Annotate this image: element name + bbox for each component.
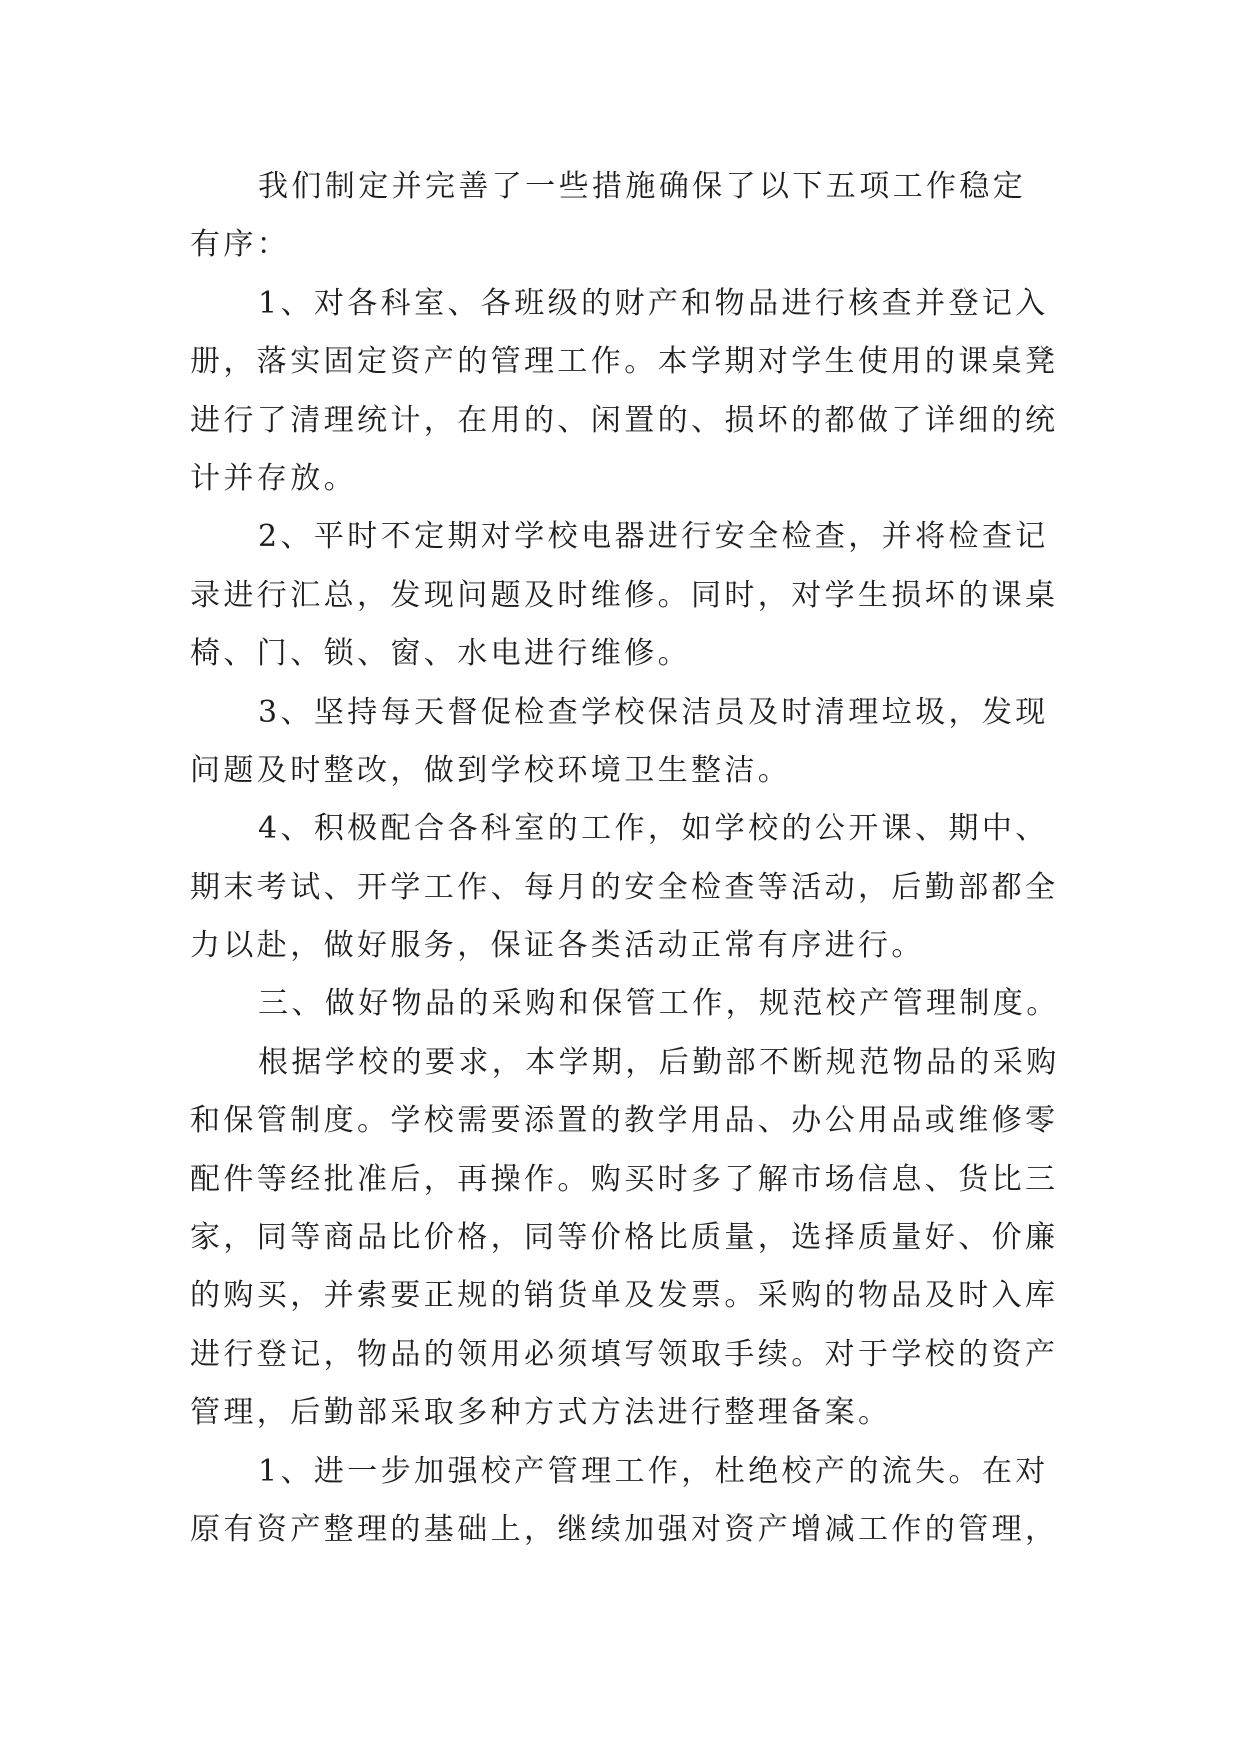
text-line: 1、对各科室、各班级的财产和物品进行核查并登记入 <box>258 285 1049 321</box>
text-line: 椅、门、锁、窗、水电进行维修。 <box>190 636 691 672</box>
text-line: 管理，后勤部采取多种方式方法进行整理备案。 <box>190 1395 892 1431</box>
text-line: 4、积极配合各科室的工作，如学校的公开课、期中、 <box>258 811 1049 847</box>
text-line: 配件等经批准后，再操作。购买时多了解市场信息、货比三 <box>190 1161 1059 1197</box>
text-line: 2、平时不定期对学校电器进行安全检查，并将检查记 <box>258 519 1049 555</box>
text-line: 的购买，并索要正规的销货单及发票。采购的物品及时入库 <box>190 1278 1059 1314</box>
text-line: 册，落实固定资产的管理工作。本学期对学生使用的课桌凳 <box>190 344 1059 380</box>
text-line: 原有资产整理的基础上，继续加强对资产增减工作的管理， <box>190 1511 1059 1547</box>
text-line: 力以赴，做好服务，保证各类活动正常有序进行。 <box>190 928 925 964</box>
text-line: 问题及时整改，做到学校环境卫生整洁。 <box>190 752 792 788</box>
text-line: 我们制定并完善了一些措施确保了以下五项工作稳定 <box>258 169 1027 204</box>
text-line: 根据学校的要求，本学期，后勤部不断规范物品的采购 <box>258 1044 1060 1080</box>
text-line: 1、进一步加强校产管理工作，杜绝校产的流失。在对 <box>258 1453 1049 1489</box>
text-line: 3、坚持每天督促检查学校保洁员及时清理垃圾，发现 <box>258 694 1049 730</box>
text-line: 有序： <box>190 227 291 263</box>
text-line: 进行了清理统计，在用的、闲置的、损坏的都做了详细的统 <box>190 402 1059 438</box>
text-line: 和保管制度。学校需要添置的教学用品、办公用品或维修零 <box>190 1103 1059 1139</box>
document-body <box>190 158 1060 1559</box>
text-line: 家，同等商品比价格，同等价格比质量，选择质量好、价廉 <box>190 1220 1059 1256</box>
text-line: 录进行汇总，发现问题及时维修。同时，对学生损坏的课桌 <box>190 577 1059 613</box>
text-line: 计并存放。 <box>190 460 357 496</box>
section-heading: 三、做好物品的采购和保管工作，规范校产管理制度。 <box>258 986 1060 1022</box>
text-line: 进行登记，物品的领用必须填写领取手续。对于学校的资产 <box>190 1336 1059 1372</box>
text-line: 期末考试、开学工作、每月的安全检查等活动，后勤部都全 <box>190 869 1059 905</box>
